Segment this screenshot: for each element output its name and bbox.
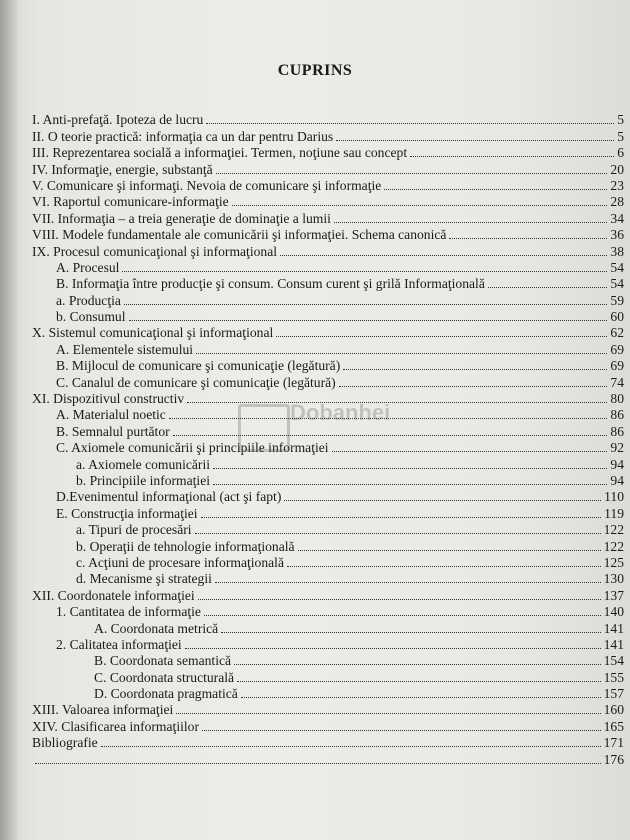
toc-entry-page: 154 bbox=[603, 653, 624, 669]
toc-leader-dots bbox=[122, 271, 607, 272]
toc-entry bbox=[32, 571, 624, 587]
toc-entry-label: XI. Dispozitivul constructiv bbox=[32, 391, 185, 407]
toc-entry-label: I. Anti-prefaţă. Ipoteza de lucru bbox=[32, 112, 204, 128]
toc-leader-dots bbox=[196, 353, 607, 354]
toc-leader-dots bbox=[287, 566, 601, 567]
toc-entry-label: A. Elementele sistemului bbox=[56, 341, 194, 357]
toc-entry-page: 176 bbox=[603, 751, 624, 767]
toc-entry-label: a. Tipuri de procesări bbox=[76, 522, 192, 538]
toc-entry bbox=[32, 669, 624, 685]
toc-entry-page: 86 bbox=[610, 407, 624, 423]
toc-leader-dots bbox=[206, 123, 614, 124]
toc-entry bbox=[32, 538, 624, 554]
toc-entry-page: 60 bbox=[610, 309, 624, 325]
toc-leader-dots bbox=[332, 451, 608, 452]
toc-entry bbox=[32, 276, 624, 292]
toc-leader-dots bbox=[169, 418, 608, 419]
toc-leader-dots bbox=[213, 484, 607, 485]
toc-entry bbox=[32, 718, 624, 734]
toc-leader-dots bbox=[129, 320, 608, 321]
toc-leader-dots bbox=[284, 500, 601, 501]
toc-leader-dots bbox=[187, 402, 607, 403]
toc-entry-page: 54 bbox=[610, 259, 624, 275]
toc-leader-dots bbox=[298, 550, 601, 551]
toc-entry-page: 122 bbox=[603, 538, 624, 554]
toc-entry-label: D.Evenimentul informaţional (act şi fapt) bbox=[56, 489, 282, 505]
toc-entry bbox=[32, 686, 624, 702]
toc-leader-dots bbox=[185, 648, 601, 649]
watermark-text: Dobanhei bbox=[290, 400, 391, 425]
toc-leader-dots bbox=[202, 730, 601, 731]
toc-entry bbox=[32, 227, 624, 243]
toc-leader-dots bbox=[410, 156, 614, 157]
toc-entry bbox=[32, 505, 624, 521]
toc-entry bbox=[32, 423, 624, 439]
toc-entry-page: 69 bbox=[610, 358, 624, 374]
toc-entry-label: 2. Calitatea informaţiei bbox=[56, 636, 182, 652]
toc-leader-dots bbox=[232, 205, 608, 206]
toc-entry-label: D. Coordonata pragmatică bbox=[94, 686, 238, 702]
toc-leader-dots bbox=[173, 435, 608, 436]
toc-entry-page: 5 bbox=[617, 112, 624, 128]
toc-leader-dots bbox=[201, 517, 602, 518]
toc-leader-dots bbox=[488, 287, 608, 288]
toc-leader-dots bbox=[237, 681, 601, 682]
toc-entry-label: b. Operaţii de tehnologie informaţională bbox=[76, 538, 295, 554]
toc-entry-page: 171 bbox=[603, 735, 624, 751]
toc-entry-page: 137 bbox=[603, 587, 624, 603]
toc-leader-dots bbox=[176, 713, 600, 714]
toc-entry bbox=[32, 702, 624, 718]
toc-leader-dots bbox=[124, 304, 607, 305]
toc-entry-label: VII. Informaţia – a treia generaţie de dominaţie a lumii bbox=[32, 210, 331, 226]
toc-entry bbox=[32, 292, 624, 308]
toc-entry-label: II. O teorie practică: informaţia ca un dar pentru Darius bbox=[32, 128, 334, 144]
toc-leader-dots bbox=[234, 664, 601, 665]
toc-entry-page: 130 bbox=[603, 571, 624, 587]
toc-entry-label: IX. Procesul comunicaţional şi informaţional bbox=[32, 243, 278, 259]
toc-leader-dots bbox=[216, 173, 608, 174]
toc-entry bbox=[32, 620, 624, 636]
toc-entry bbox=[32, 391, 624, 407]
toc-entry-page: 28 bbox=[610, 194, 624, 210]
toc-entry-label: b. Consumul bbox=[56, 309, 126, 325]
toc-entry bbox=[32, 555, 624, 571]
toc-leader-dots bbox=[101, 746, 601, 747]
toc-entry-label: c. Acţiuni de procesare informaţională bbox=[76, 554, 284, 570]
toc-leader-dots bbox=[198, 599, 601, 600]
toc-entry-page: 94 bbox=[610, 456, 624, 472]
toc-leader-dots bbox=[35, 763, 601, 764]
toc-entry bbox=[32, 358, 624, 374]
toc-entry-page: 155 bbox=[603, 669, 624, 685]
toc-entry bbox=[32, 243, 624, 259]
toc-entry-page: 34 bbox=[610, 210, 624, 226]
toc-entry-label: d. Mecanisme şi strategii bbox=[76, 571, 212, 587]
toc-entry-label: a. Axiomele comunicării bbox=[76, 456, 211, 472]
toc-entry-label: B. Mijlocul de comunicare şi comunicaţie (legătură) bbox=[56, 358, 341, 374]
toc-entry bbox=[32, 473, 624, 489]
toc-entry-page: 110 bbox=[604, 489, 624, 505]
toc-entry bbox=[32, 407, 624, 423]
toc-entry-label: b. Principiile informaţiei bbox=[76, 472, 211, 488]
toc-entry-page: 54 bbox=[610, 276, 624, 292]
toc-entry-label: B. Informaţia între producţie şi consum. Consum curent şi grilă Informaţională bbox=[56, 276, 485, 292]
toc-entry-page: 86 bbox=[610, 423, 624, 439]
toc-entry-label: IV. Informaţie, energie, substanţă bbox=[32, 161, 213, 177]
toc-entry bbox=[32, 178, 624, 194]
toc-entry bbox=[32, 260, 624, 276]
toc-entry-page: 6 bbox=[617, 145, 624, 161]
toc-leader-dots bbox=[339, 386, 608, 387]
toc-leader-dots bbox=[204, 615, 601, 616]
toc-entry-label: V. Comunicare şi informaţi. Nevoia de comunicare şi informaţie bbox=[32, 177, 382, 193]
toc-leader-dots bbox=[241, 697, 601, 698]
toc-leader-dots bbox=[213, 468, 607, 469]
toc-entry-page: 59 bbox=[610, 292, 624, 308]
toc-entry-label: B. Coordonata semantică bbox=[94, 653, 232, 669]
toc-entry-label: VI. Raportul comunicare-informaţie bbox=[32, 194, 229, 210]
toc-leader-dots bbox=[343, 369, 607, 370]
toc-entry-page: 20 bbox=[610, 161, 624, 177]
toc-entry-label: a. Producţia bbox=[56, 292, 121, 308]
toc-leader-dots bbox=[449, 238, 607, 239]
toc-entry bbox=[32, 210, 624, 226]
toc-entry-page: 5 bbox=[617, 128, 624, 144]
toc-entry bbox=[32, 325, 624, 341]
toc-entry-page: 69 bbox=[610, 341, 624, 357]
toc-entry bbox=[32, 489, 624, 505]
toc-entry-page: 125 bbox=[603, 554, 624, 570]
toc-entry bbox=[32, 374, 624, 390]
toc-entry bbox=[32, 735, 624, 751]
toc-entry-label: XIII. Valoarea informaţiei bbox=[32, 702, 174, 718]
toc-entry bbox=[32, 341, 624, 357]
toc-entry-page: 119 bbox=[604, 505, 624, 521]
toc-entry bbox=[32, 751, 624, 767]
toc-entry bbox=[32, 128, 624, 144]
toc-leader-dots bbox=[276, 336, 607, 337]
toc-entry-label: Bibliografie bbox=[32, 735, 98, 751]
toc-leader-dots bbox=[334, 222, 607, 223]
toc-entry-label: C. Coordonata structurală bbox=[94, 669, 235, 685]
toc-entry bbox=[32, 456, 624, 472]
toc-entry-page: 36 bbox=[610, 227, 624, 243]
toc-entry bbox=[32, 161, 624, 177]
toc-entry bbox=[32, 587, 624, 603]
toc-entry bbox=[32, 145, 624, 161]
toc-entry-page: 74 bbox=[610, 374, 624, 390]
toc-entry-label: A. Coordonata metrică bbox=[94, 620, 219, 636]
page-binding-edge bbox=[0, 0, 18, 840]
toc-entry bbox=[32, 194, 624, 210]
toc-entry-label: A. Materialul noetic bbox=[56, 407, 166, 423]
toc-entry-page: 80 bbox=[610, 391, 624, 407]
toc-leader-dots bbox=[215, 582, 601, 583]
toc-entry-page: 62 bbox=[610, 325, 624, 341]
toc-entry-label: E. Construcţia informaţiei bbox=[56, 505, 198, 521]
page-title: CUPRINS bbox=[277, 62, 353, 79]
toc-entry-page: 140 bbox=[603, 604, 624, 620]
toc-entry bbox=[32, 309, 624, 325]
toc-entry bbox=[32, 637, 624, 653]
toc-leader-dots bbox=[195, 533, 601, 534]
toc-entry-label: C. Axiomele comunicării şi principiile informaţiei bbox=[56, 440, 329, 456]
toc-leader-dots bbox=[221, 632, 600, 633]
toc-entry-page: 141 bbox=[603, 636, 624, 652]
toc-entry-label: X. Sistemul comunicaţional şi informaţional bbox=[32, 325, 274, 341]
toc-entry bbox=[32, 522, 624, 538]
toc-entry-label: C. Canalul de comunicare şi comunicaţie (legătură) bbox=[56, 374, 336, 390]
toc-entry-label: A. Procesul bbox=[56, 259, 120, 275]
toc-entry bbox=[32, 112, 624, 128]
toc-entry-page: 92 bbox=[610, 440, 624, 456]
toc-entry-page: 94 bbox=[610, 472, 624, 488]
toc-leader-dots bbox=[384, 189, 607, 190]
toc-entry-page: 141 bbox=[603, 620, 624, 636]
toc-entry-page: 157 bbox=[603, 686, 624, 702]
toc-entry-label: VIII. Modele fundamentale ale comunicării şi informaţiei. Schema canonică bbox=[32, 227, 447, 243]
toc-entry-page: 165 bbox=[603, 718, 624, 734]
toc-entry-label: XII. Coordonatele informaţiei bbox=[32, 587, 195, 603]
toc-entry-label: III. Reprezentarea socială a informaţiei. Termen, noţiune sau concept bbox=[32, 145, 408, 161]
toc-entry-page: 38 bbox=[610, 243, 624, 259]
toc-leader-dots bbox=[280, 255, 607, 256]
table-of-contents bbox=[32, 112, 624, 768]
toc-entry-page: 122 bbox=[603, 522, 624, 538]
toc-leader-dots bbox=[336, 140, 614, 141]
toc-entry-page: 160 bbox=[603, 702, 624, 718]
toc-entry bbox=[32, 653, 624, 669]
toc-entry-label: 1. Cantitatea de informaţie bbox=[56, 604, 201, 620]
toc-entry-label: B. Semnalul purtător bbox=[56, 423, 170, 439]
toc-entry bbox=[32, 604, 624, 620]
toc-entry bbox=[32, 440, 624, 456]
toc-entry-page: 23 bbox=[610, 177, 624, 193]
toc-entry-label: XIV. Clasificarea informaţiilor bbox=[32, 718, 199, 734]
